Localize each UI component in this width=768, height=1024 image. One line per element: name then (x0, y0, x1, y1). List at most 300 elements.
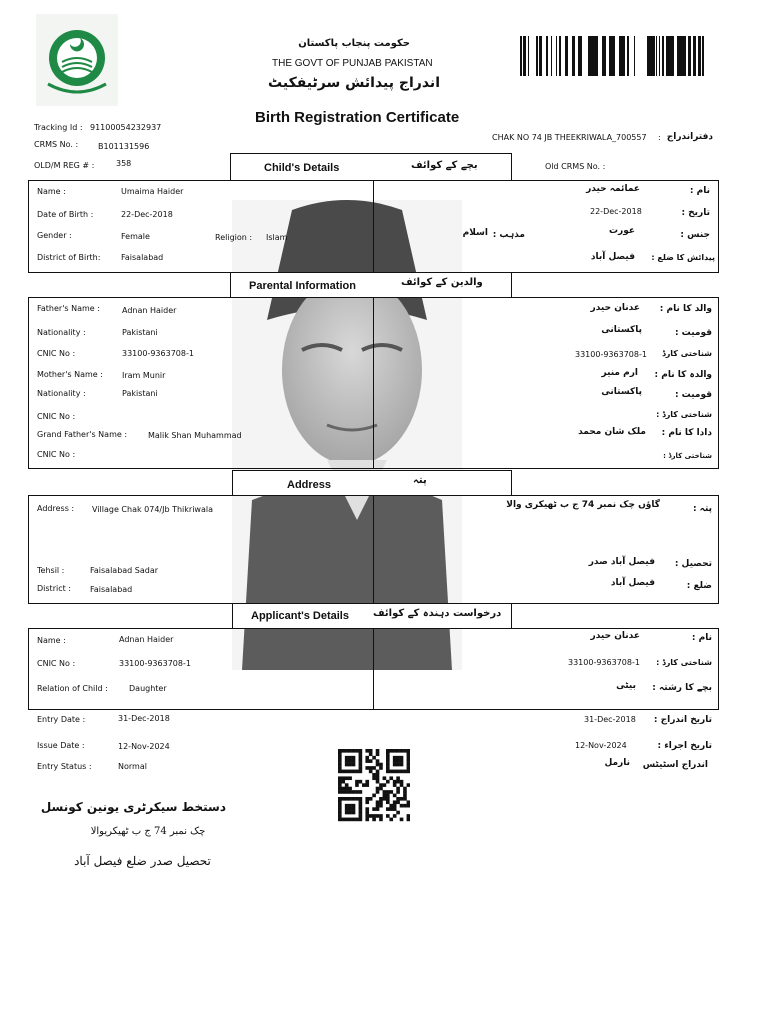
issue-date-value: 12-Nov-2024 (118, 742, 170, 751)
child-urdu-name-label: نام : (689, 186, 710, 196)
qr-module (365, 797, 369, 801)
qr-module (376, 790, 380, 794)
qr-module (376, 749, 380, 753)
barcode-bar (666, 36, 667, 76)
qr-module (403, 749, 407, 753)
qr-module (359, 759, 363, 763)
qr-module (359, 763, 363, 767)
qr-module (383, 783, 387, 787)
applicant-section-title-urdu: درخواست دہندہ کے کوائف (373, 608, 502, 619)
qr-module (403, 797, 407, 801)
urdu-status-label: اندراج اسٹیٹس (642, 760, 708, 770)
urdu-cnic1-value: 33100-9363708-1 (575, 350, 647, 359)
qr-module (400, 770, 404, 774)
child-urdu-district-value: فیصل آباد (590, 252, 635, 262)
qr-module (376, 807, 380, 811)
qr-module (359, 814, 363, 818)
qr-module (365, 756, 369, 760)
applicant-section-title: Applicant's Details (251, 610, 349, 622)
qr-module (348, 790, 352, 794)
urdu-gf-value: ملک شان محمد (578, 427, 646, 437)
barcode-bar (648, 36, 650, 76)
urdu-tehsil-label: تحصیل : (674, 559, 712, 569)
qr-module (376, 763, 380, 767)
barcode-bar (589, 36, 592, 76)
grandfather-cnic-label: CNIC No : (37, 450, 76, 459)
qr-module (376, 804, 380, 808)
barcode-bar (560, 36, 561, 76)
qr-module (400, 780, 404, 784)
qr-module (376, 770, 380, 774)
qr-module (365, 814, 369, 818)
qr-module (369, 770, 373, 774)
urdu-cnic1-label: شناختی کارڈ (662, 349, 712, 358)
qr-module (403, 804, 407, 808)
qr-module (369, 797, 373, 801)
urdu-gf-label: دادا کا نام : (661, 428, 712, 438)
address-section-title-urdu: پتہ (413, 475, 427, 486)
father-nationality-label: Nationality : (37, 328, 86, 337)
address-section-title: Address (287, 479, 332, 491)
qr-module (379, 818, 383, 822)
qr-module (338, 749, 342, 753)
qr-module (345, 783, 349, 787)
qr-module (338, 804, 342, 808)
qr-module (407, 749, 410, 753)
qr-module (393, 780, 397, 784)
qr-module (359, 790, 363, 794)
qr-module (379, 814, 383, 818)
qr-module (359, 818, 363, 822)
qr-module (407, 752, 410, 756)
parent-section-header (230, 272, 512, 298)
urdu-district-label: ضلع : (686, 581, 712, 591)
qr-module (345, 787, 349, 791)
barcode-bar (667, 36, 669, 76)
qr-module (386, 780, 390, 784)
qr-module (359, 804, 363, 808)
qr-module (386, 756, 390, 760)
qr-module (352, 770, 356, 774)
qr-module (359, 770, 363, 774)
qr-module (338, 807, 342, 811)
qr-module (359, 797, 363, 801)
district-label: District : (37, 584, 71, 593)
qr-module (376, 759, 380, 763)
urdu-issue-date-label: تاریخ اجراء : (657, 741, 712, 751)
qr-module (389, 818, 393, 822)
child-gender-value: Female (121, 232, 150, 241)
qr-module (345, 818, 349, 822)
qr-module (396, 790, 400, 794)
qr-module (396, 763, 400, 767)
old-crms-label: Old CRMS No. : (545, 162, 606, 171)
parent-section-title-urdu: والدین کے کوائف (401, 277, 483, 288)
qr-module (348, 770, 352, 774)
qr-module (386, 759, 390, 763)
mother-nationality-label: Nationality : (37, 389, 86, 398)
qr-module (407, 818, 410, 822)
qr-module (355, 818, 359, 822)
qr-module (407, 800, 410, 804)
qr-module (365, 811, 369, 815)
father-name-value: Adnan Haider (122, 306, 177, 315)
barcode-bar (595, 36, 598, 76)
barcode-bar (669, 36, 672, 76)
urdu-entry-date-label: تاریخ اندراج : (653, 715, 712, 725)
qr-module (365, 766, 369, 770)
urdu-nat1-label: قومیت : (674, 328, 712, 338)
qr-module (389, 807, 393, 811)
qr-module (393, 783, 397, 787)
qr-module (355, 770, 359, 774)
barcode-bar (572, 36, 575, 76)
qr-module (345, 804, 349, 808)
child-section-title: Child's Details (264, 162, 340, 174)
urdu-applicant-cnic-value: 33100-9363708-1 (568, 658, 640, 667)
qr-module (372, 794, 376, 798)
qr-module (376, 776, 380, 780)
qr-module (365, 800, 369, 804)
barcode-bar (698, 36, 701, 76)
barcode-bar (610, 36, 612, 76)
barcode-bar (693, 36, 696, 76)
qr-module (400, 804, 404, 808)
qr-module (341, 749, 345, 753)
parent-divider (373, 297, 374, 468)
qr-module (386, 766, 390, 770)
urdu-district-value: فیصل آباد (610, 578, 655, 588)
qr-module (352, 759, 356, 763)
qr-module (352, 790, 356, 794)
qr-module (400, 749, 404, 753)
signature-line-2: چک نمبر 74 ج ب ٹھیکریوالا (90, 826, 206, 837)
barcode-bar (578, 36, 580, 76)
qr-module (352, 811, 356, 815)
qr-module (352, 797, 356, 801)
urdu-applicant-name-value: عدنان حیدر (590, 631, 640, 641)
qr-module (393, 756, 397, 760)
qr-module (359, 807, 363, 811)
qr-module (400, 818, 404, 822)
applicant-section-header (232, 603, 512, 629)
barcode-bar (688, 36, 691, 76)
qr-module (345, 756, 349, 760)
qr-module (338, 763, 342, 767)
qr-module (338, 790, 342, 794)
qr-module (348, 807, 352, 811)
qr-module (400, 763, 404, 767)
urdu-mother-label: والدہ کا نام : (654, 370, 712, 380)
qr-module (400, 756, 404, 760)
crms-label: CRMS No. : (34, 140, 79, 149)
qr-module (338, 787, 342, 791)
qr-module (365, 818, 369, 822)
qr-module (376, 814, 380, 818)
qr-module (359, 752, 363, 756)
address-section-header (232, 470, 512, 496)
qr-module (407, 814, 410, 818)
barcode-bar (539, 36, 542, 76)
qr-module (355, 797, 359, 801)
qr-module (386, 749, 390, 753)
qr-module (341, 818, 345, 822)
qr-module (372, 773, 376, 777)
barcode-bar (614, 36, 615, 76)
urdu-cnic3-label: شناختی کارڈ : (663, 452, 712, 460)
qr-module (396, 756, 400, 760)
office-value: CHAK NO 74 JB THEEKRIWALA_700557 (492, 133, 647, 142)
child-divider (373, 180, 374, 272)
qr-module (348, 818, 352, 822)
qr-module (345, 763, 349, 767)
entry-status-value: Normal (118, 762, 147, 771)
barcode-bar (536, 36, 538, 76)
qr-module (379, 800, 383, 804)
qr-module (407, 783, 410, 787)
child-district-label: District of Birth: (37, 253, 101, 262)
qr-module (352, 749, 356, 753)
qr-module (379, 763, 383, 767)
qr-module (393, 759, 397, 763)
qr-module (359, 756, 363, 760)
qr-module (338, 800, 342, 804)
qr-module (359, 780, 363, 784)
qr-module (386, 790, 390, 794)
tracking-value: 91100054232937 (90, 123, 162, 132)
certificate-title: Birth Registration Certificate (255, 109, 460, 126)
barcode-bar (662, 36, 664, 76)
urdu-applicant-cnic-label: شناختی کارڈ : (656, 658, 712, 667)
punjab-govt-logo (36, 14, 118, 106)
child-urdu-name-value: عمائمہ حیدر (586, 184, 640, 194)
child-religion-label: Religion : (215, 233, 253, 242)
qr-module (338, 752, 342, 756)
barcode-bar (525, 36, 526, 76)
qr-module (345, 759, 349, 763)
barcode-bar (624, 36, 625, 76)
qr-module (338, 818, 342, 822)
barcode-bar (634, 36, 635, 76)
applicant-name-label: Name : (37, 636, 66, 645)
mother-name-label: Mother's Name : (37, 370, 103, 379)
qr-module (352, 763, 356, 767)
urdu-mother-value: ارم منیر (601, 368, 638, 378)
applicant-cnic-value: 33100-9363708-1 (119, 659, 191, 668)
govt-heading: THE GOVT OF PUNJAB PAKISTAN (272, 58, 433, 69)
barcode-bar (619, 36, 622, 76)
qr-module (386, 800, 390, 804)
barcode-bar (565, 36, 568, 76)
qr-module (345, 797, 349, 801)
child-urdu-district-label: پیدائش کا ضلع : (651, 253, 715, 262)
qr-module (338, 759, 342, 763)
qr-module (396, 776, 400, 780)
barcode-bar (520, 36, 522, 76)
barcode-bar (605, 36, 606, 76)
applicant-name-value: Adnan Haider (119, 635, 174, 644)
barcode-bar (672, 36, 674, 76)
barcode-bar (659, 36, 660, 76)
qr-module (338, 783, 342, 787)
barcode-bar (627, 36, 629, 76)
qr-module (345, 811, 349, 815)
qr-module (372, 818, 376, 822)
qr-module (403, 787, 407, 791)
child-section-header (230, 153, 512, 181)
qr-module (365, 780, 369, 784)
father-cnic-label: CNIC No : (37, 349, 76, 358)
qr-module (359, 800, 363, 804)
qr-module (379, 787, 383, 791)
qr-module (345, 749, 349, 753)
qr-module (379, 797, 383, 801)
father-cnic-value: 33100-9363708-1 (122, 349, 194, 358)
mother-name-value: Iram Munir (122, 371, 166, 380)
qr-module (345, 776, 349, 780)
qr-module (359, 749, 363, 753)
qr-module (348, 787, 352, 791)
qr-module (386, 807, 390, 811)
qr-module (389, 790, 393, 794)
urdu-govt-heading: حکومت پنجاب پاکستان (298, 38, 410, 49)
urdu-father-value: عدنان حیدر (590, 303, 640, 313)
qr-module (396, 797, 400, 801)
applicant-relation-value: Daughter (129, 684, 167, 693)
applicant-divider (373, 628, 374, 709)
barcode-bar (682, 36, 684, 76)
qr-module (403, 790, 407, 794)
urdu-address-label: پتہ : (692, 504, 712, 514)
barcode-bar (551, 36, 552, 76)
barcode-bar (602, 36, 605, 76)
oldm-label: OLD/M REG # : (34, 161, 95, 170)
qr-module (379, 783, 383, 787)
child-urdu-dob-label: تاریخ : (681, 208, 710, 218)
applicant-relation-label: Relation of Child : (37, 684, 108, 693)
qr-module (396, 787, 400, 791)
signature-title: دستخط سیکرٹری یونین کونسل (40, 800, 226, 814)
qr-module (341, 787, 345, 791)
qr-module (369, 766, 373, 770)
qr-code (338, 749, 410, 823)
qr-module (386, 794, 390, 798)
qr-module (359, 811, 363, 815)
qr-module (383, 797, 387, 801)
qr-module (407, 766, 410, 770)
qr-module (400, 783, 404, 787)
qr-module (365, 749, 369, 753)
crms-value: B101131596 (98, 142, 150, 151)
qr-module (407, 804, 410, 808)
tehsil-value: Faisalabad Sadar (90, 566, 159, 575)
qr-module (376, 752, 380, 756)
qr-module (393, 763, 397, 767)
qr-module (348, 763, 352, 767)
barcode-bar (588, 36, 589, 76)
qr-module (348, 776, 352, 780)
qr-module (393, 770, 397, 774)
father-nationality-value: Pakistani (122, 328, 158, 337)
qr-module (338, 811, 342, 815)
child-urdu-religion-label: مذہب : (492, 230, 525, 240)
qr-module (348, 759, 352, 763)
qr-module (400, 797, 404, 801)
urdu-nat2-value: پاکستانی (601, 387, 642, 397)
qr-module (379, 804, 383, 808)
qr-module (396, 759, 400, 763)
qr-module (403, 770, 407, 774)
barcode-bar (609, 36, 610, 76)
qr-module (341, 776, 345, 780)
qr-module (386, 814, 390, 818)
address-divider (373, 495, 374, 603)
urdu-certificate-title: اندراج پیدائش سرٹیفکیٹ (268, 75, 440, 91)
qr-module (376, 800, 380, 804)
tracking-label: Tracking Id : (34, 123, 83, 132)
qr-module (396, 749, 400, 753)
child-urdu-gender-value: عورت (608, 226, 635, 236)
qr-module (386, 797, 390, 801)
qr-module (393, 804, 397, 808)
qr-module (341, 780, 345, 784)
qr-module (362, 783, 366, 787)
child-dob-value: 22-Dec-2018 (121, 210, 173, 219)
qr-module (383, 794, 387, 798)
qr-module (383, 790, 387, 794)
qr-module (355, 749, 359, 753)
qr-module (338, 766, 342, 770)
barcode-bar (656, 36, 657, 76)
urdu-issue-date-value: 12-Nov-2024 (575, 741, 627, 750)
qr-module (369, 814, 373, 818)
qr-module (355, 783, 359, 787)
urdu-applicant-name-label: نام : (691, 633, 712, 643)
qr-module (348, 749, 352, 753)
qr-module (369, 749, 373, 753)
barcode-bar (684, 36, 686, 76)
qr-module (407, 759, 410, 763)
qr-module (393, 807, 397, 811)
office-urdu-label: دفتراندراج (666, 132, 713, 142)
qr-module (389, 776, 393, 780)
barcode (520, 36, 708, 76)
qr-module (393, 800, 397, 804)
qr-module (348, 811, 352, 815)
qr-module (379, 766, 383, 770)
child-name-label: Name : (37, 187, 66, 196)
qr-module (393, 794, 397, 798)
qr-module (338, 797, 342, 801)
tehsil-label: Tehsil : (37, 566, 65, 575)
urdu-nat1-value: پاکستانی (601, 325, 642, 335)
barcode-bar (546, 36, 548, 76)
qr-module (400, 759, 404, 763)
qr-module (376, 787, 380, 791)
parent-section-title: Parental Information (249, 280, 356, 292)
qr-module (345, 807, 349, 811)
qr-module (389, 804, 393, 808)
qr-module (386, 770, 390, 774)
qr-module (352, 804, 356, 808)
qr-module (386, 763, 390, 767)
barcode-bar (677, 36, 679, 76)
urdu-entry-date-value: 31-Dec-2018 (584, 715, 636, 724)
qr-module (365, 783, 369, 787)
address-label: Address : (37, 504, 75, 513)
qr-module (338, 756, 342, 760)
qr-module (348, 756, 352, 760)
